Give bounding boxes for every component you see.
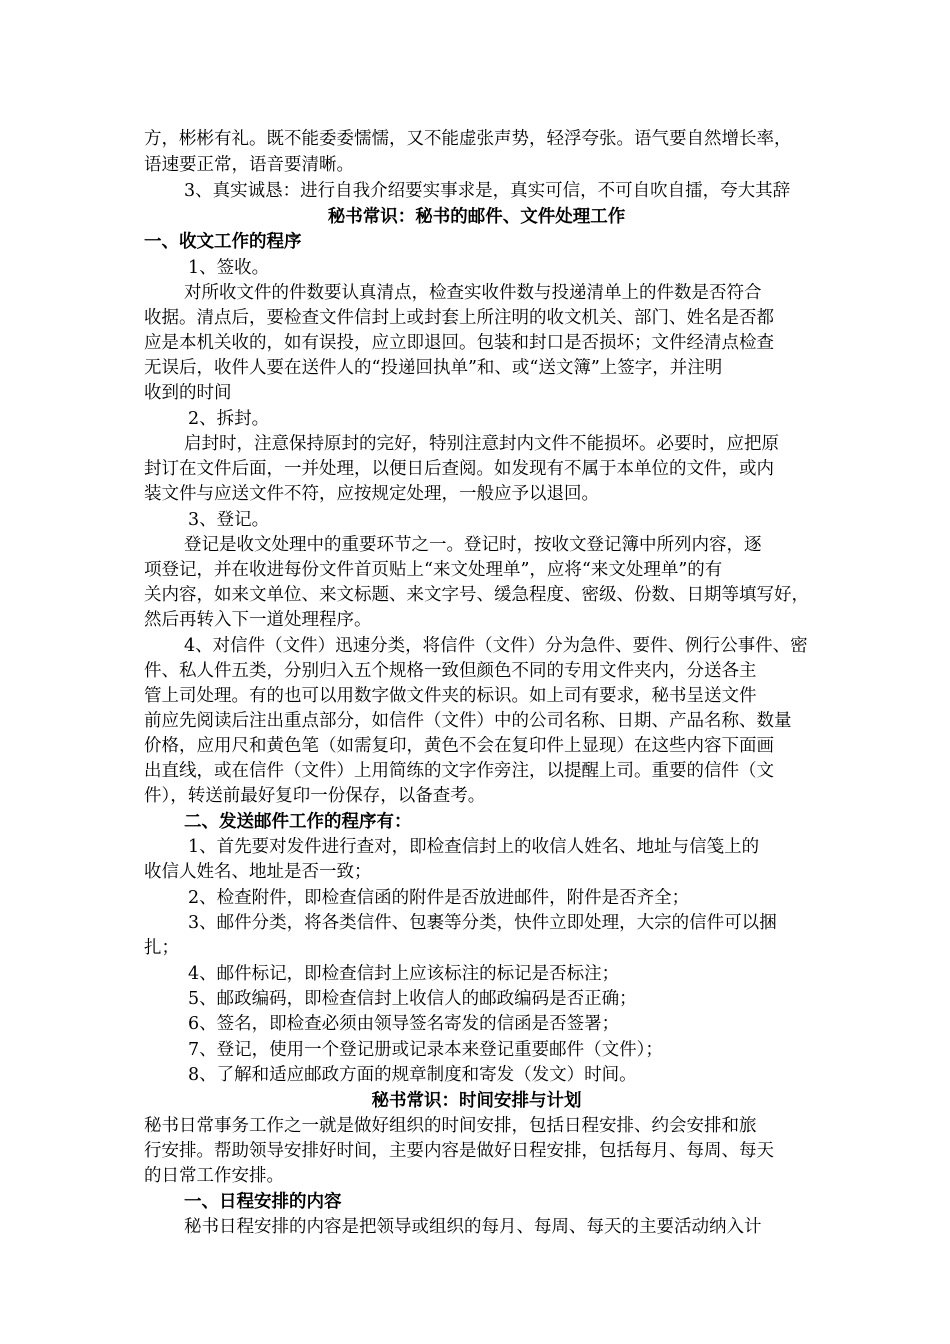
section-heading: 一、日程安排的内容 [184, 1192, 342, 1212]
item-heading: 2、拆封。 [188, 409, 270, 429]
section-heading: 一、收文工作的程序 [144, 232, 302, 252]
paragraph-line: 无误后，收件人要在送件人的“投递回执单”和、或“送文簿”上签字，并注明 [144, 358, 723, 378]
paragraph-line: 封订在文件后面，一并处理，以便日后查阅。如发现有不属于本单位的文件，或内 [144, 459, 774, 479]
item-heading: 3、登记。 [188, 510, 270, 530]
paragraph-line: 装文件与应送文件不符，应按规定处理，一般应予以退回。 [144, 484, 599, 504]
paragraph-line: 启封时，注意保持原封的完好，特别注意封内文件不能损坏。必要时，应把原 [184, 434, 779, 454]
list-item: 6、签名，即检查必须由领导签名寄发的信函是否签署； [188, 1014, 620, 1034]
list-item: 4、邮件标记，即检查信封上应该标注的标记是否标注； [188, 964, 620, 984]
list-item: 5、邮政编码，即检查信封上收信人的邮政编码是否正确； [188, 989, 637, 1009]
paragraph-line: 件），转送前最好复印一份保存，以备查考。 [144, 786, 486, 806]
paragraph-line: 扎； [144, 938, 179, 958]
paragraph-line: 对所收文件的件数要认真清点，检查实收件数与投递清单上的件数是否符合 [184, 283, 762, 303]
paragraph-line: 关内容，如来文单位、来文标题、来文字号、缓急程度、密级、份数、日期等填写好， [144, 585, 809, 605]
list-item: 8、了解和适应邮政方面的规章制度和寄发（发文）时间。 [188, 1065, 637, 1085]
paragraph-line: 然后再转入下一道处理程序。 [144, 610, 372, 630]
paragraph-line: 件、私人件五类，分别归入五个规格一致但颜色不同的专用文件夹内，分送各主 [144, 661, 757, 681]
section-title: 秘书常识：时间安排与计划 [371, 1091, 582, 1111]
paragraph-line: 方，彬彬有礼。既不能委委懦懦，又不能虚张声势，轻浮夸张。语气要自然增长率， [144, 129, 792, 149]
section-heading: 二、发送邮件工作的程序有： [184, 812, 412, 832]
paragraph-line: 3、真实诚恳：进行自我介绍要实事求是，真实可信，不可自吹自擂，夸大其辞 [184, 181, 791, 201]
list-item: 3、邮件分类，将各类信件、包裹等分类，快件立即处理，大宗的信件可以捆 [188, 913, 777, 933]
paragraph-line: 秘书日程安排的内容是把领导或组织的每月、每周、每天的主要活动纳入计 [184, 1217, 762, 1237]
paragraph-line: 收据。清点后，要检查文件信封上或封套上所注明的收文机关、部门、姓名是否都 [144, 308, 774, 328]
paragraph-line: 前应先阅读后注出重点部分，如信件（文件）中的公司名称、日期、产品名称、数量 [144, 711, 792, 731]
paragraph-line: 项登记，并在收进每份文件首页贴上“来文处理单”，应将“来文处理单”的有 [144, 560, 723, 580]
paragraph-line: 出直线，或在信件（文件）上用简练的文字作旁注，以提醒上司。重要的信件（文 [144, 761, 774, 781]
paragraph-line: 登记是收文处理中的重要环节之一。登记时，按收文登记簿中所列内容，逐 [184, 535, 762, 555]
paragraph-line: 管上司处理。有的也可以用数字做文件夹的标识。如上司有要求，秘书呈送文件 [144, 686, 757, 706]
paragraph-line: 语速要正常，语音要清晰。 [144, 155, 354, 175]
section-title: 秘书常识：秘书的邮件、文件处理工作 [327, 207, 626, 227]
item-heading: 1、签收。 [188, 258, 270, 278]
paragraph-line: 价格，应用尺和黄色笔（如需复印，黄色不会在复印件上显现）在这些内容下面画 [144, 736, 774, 756]
paragraph-line: 秘书日常事务工作之一就是做好组织的时间安排，包括日程安排、约会安排和旅 [144, 1116, 757, 1136]
paragraph-line: 的日常工作安排。 [144, 1166, 284, 1186]
list-item: 7、登记，使用一个登记册或记录本来登记重要邮件（文件）； [188, 1040, 663, 1060]
paragraph-line: 收信人姓名、地址是否一致； [144, 862, 372, 882]
paragraph-line: 4、对信件（文件）迅速分类，将信件（文件）分为急件、要件、例行公事件、密 [184, 636, 808, 656]
paragraph-line: 应是本机关收的，如有误投，应立即退回。包装和封口是否损坏；文件经清点检查 [144, 333, 774, 353]
paragraph-line: 行安排。帮助领导安排好时间，主要内容是做好日程安排，包括每月、每周、每天 [144, 1141, 774, 1161]
list-item: 2、检查附件，即检查信函的附件是否放进邮件，附件是否齐全； [188, 888, 690, 908]
list-item: 1、首先要对发件进行查对，即检查信封上的收信人姓名、地址与信笺上的 [188, 837, 760, 857]
paragraph-line: 收到的时间 [144, 383, 232, 403]
